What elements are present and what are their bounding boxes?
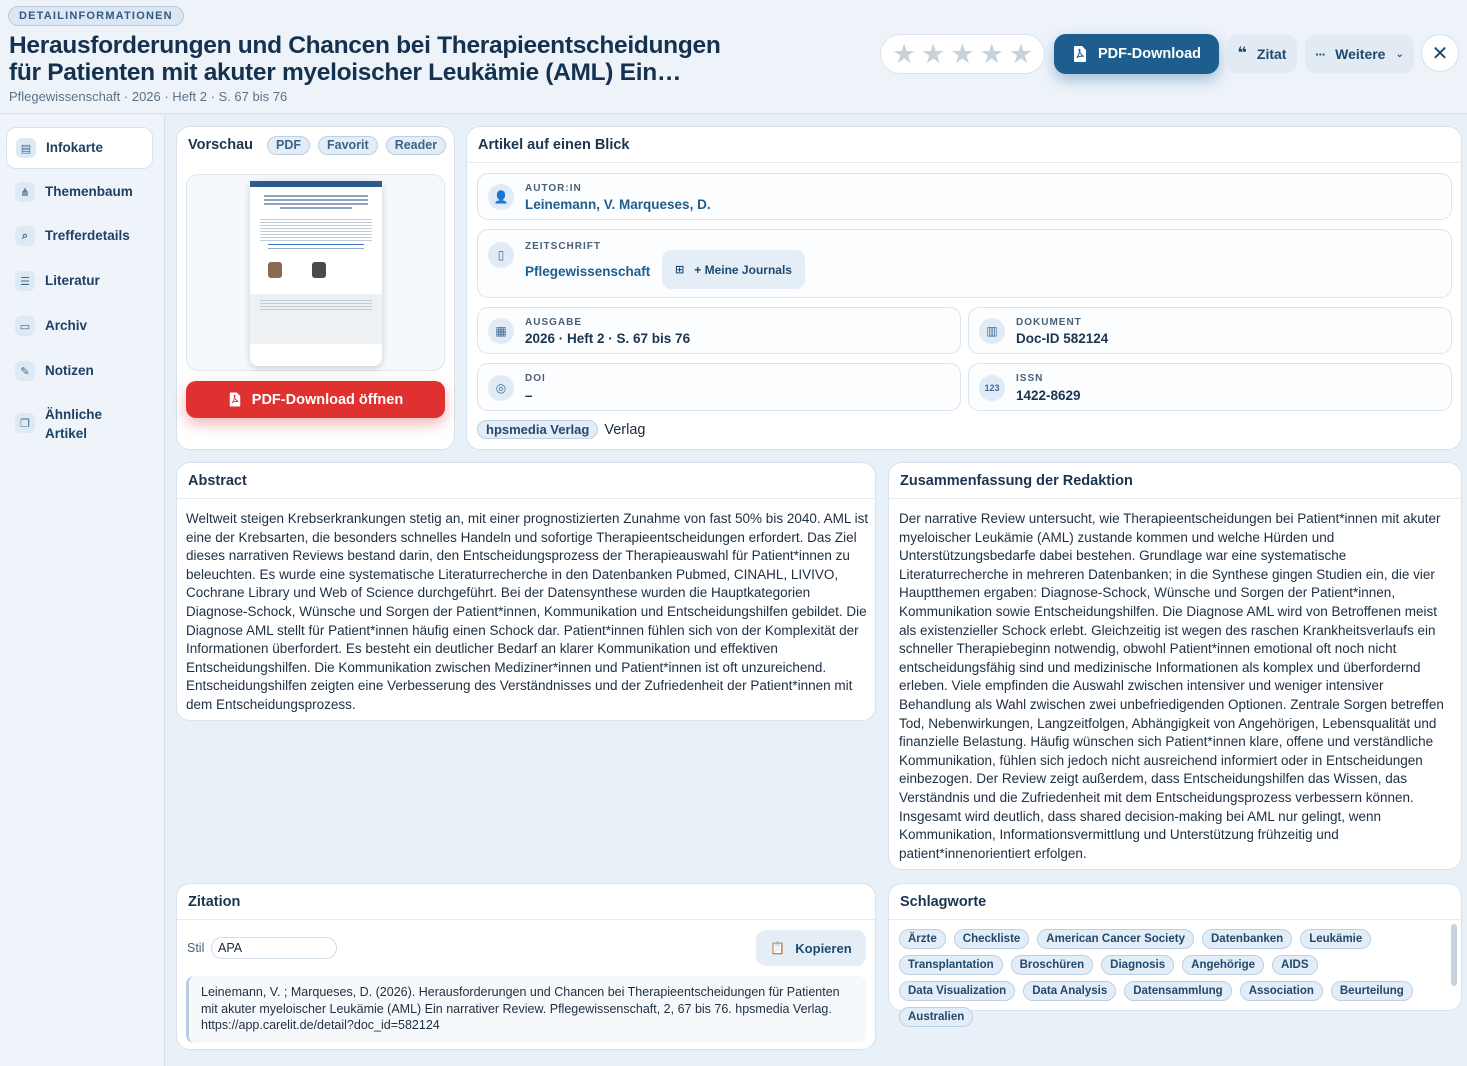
abstract-card [176, 462, 876, 721]
keyword-chip[interactable]: Broschüren [1011, 955, 1094, 975]
keywords-scrollbar[interactable] [1451, 924, 1457, 986]
keyword-chip[interactable]: Association [1240, 981, 1323, 1001]
keyword-chip[interactable]: Angehörige [1182, 955, 1264, 975]
sidebar-item-label-line-2: Artikel [45, 426, 88, 441]
pdf-preview-frame[interactable] [186, 174, 445, 371]
add-journal-label: + Meine Journals [694, 262, 792, 277]
keywords-card [888, 883, 1462, 1023]
page-title-line-2: für Patienten mit akuter myeloischer Leukämie (AML) Ein… [9, 59, 682, 86]
overview-card [466, 126, 1462, 450]
keyword-chip[interactable]: Data Visualization [899, 981, 1015, 1001]
open-pdf-button[interactable] [186, 381, 445, 418]
pdf-download-button[interactable] [1054, 34, 1219, 74]
quote-button[interactable] [1227, 35, 1297, 73]
overview-title: Artikel auf einen Blick [467, 127, 1461, 163]
journal-label: ZEITSCHRIFT [525, 241, 601, 252]
quote-icon: ❝ [1237, 45, 1247, 62]
archive-icon: ▭ [15, 316, 35, 336]
sidebar-item-label: Themenbaum [45, 184, 133, 199]
detail-header [0, 0, 1467, 114]
keyword-chip[interactable]: Beurteilung [1331, 981, 1413, 1001]
document-box [968, 307, 1452, 354]
sidebar-item-infokarte[interactable] [6, 127, 153, 169]
fingerprint-icon: ◎ [488, 375, 514, 401]
author-value[interactable]: Leinemann, V. Marqueses, D. [525, 197, 711, 212]
pdf-download-label: PDF-Download [1097, 46, 1202, 62]
keyword-chip[interactable]: Leukämie [1300, 929, 1371, 949]
keyword-chip[interactable]: AIDS [1272, 955, 1317, 975]
author-icon: 👤 [488, 184, 514, 210]
sidebar-item-label-line-1: Ähnliche [45, 407, 103, 422]
issn-value: 1422-8629 [1016, 388, 1081, 403]
chip-pdf[interactable]: PDF [267, 136, 310, 155]
journal-value[interactable]: Pflegewissenschaft [525, 264, 651, 279]
keyword-chip[interactable]: Ärzte [899, 929, 946, 949]
pdf-icon [228, 391, 242, 408]
sidebar [0, 115, 165, 1066]
number-icon: 123 [979, 375, 1005, 401]
journal-icon: ▯ [488, 242, 514, 268]
list-icon: ☰ [15, 271, 35, 291]
document-value: Doc-ID 582124 [1016, 331, 1109, 346]
close-icon: ✕ [1431, 42, 1449, 65]
pdf-thumbnail[interactable] [250, 181, 382, 366]
rating-stars[interactable] [880, 34, 1045, 74]
sidebar-item-label: Archiv [45, 318, 88, 333]
star-icon[interactable]: ★ [1008, 38, 1034, 69]
issue-label: AUSGABE [525, 317, 583, 328]
keyword-chip[interactable]: Diagnosis [1101, 955, 1174, 975]
page-title-line-1: Herausforderungen und Chancen bei Therapieentscheidungen [9, 32, 721, 59]
doi-box [477, 363, 961, 411]
sidebar-item-trefferdetails[interactable] [6, 216, 153, 256]
publisher-row [477, 420, 645, 439]
doi-label: DOI [525, 373, 546, 384]
keyword-chip[interactable]: Australien [899, 1007, 973, 1027]
citation-text[interactable]: Leinemann, V. ; Marqueses, D. (2026). Herausforderungen und Chancen bei Therapieentscheidungen für Patienten mit akuter myeloischer Leukämie (AML) Ein narrativer Review. Pflegewissenschaft, 2, 67 bis 76. hpsmedia Verlag. https://app.carelit.de/detail?doc_id=582124 [186, 976, 866, 1043]
sidebar-item-label: Trefferdetails [45, 228, 130, 243]
issn-box [968, 363, 1452, 411]
chevron-down-icon: ⌄ [1395, 48, 1404, 60]
summary-text: Der narrative Review untersucht, wie Therapieentscheidungen bei Patient*innen mit akuter myeloischer Leukämie (AML) zustande kommen und welche Hürden und Unterstützungsbedarfe dabei bestehen. Grundlage war eine systematische Literaturrecherche in mehreren Datenbanken; in die Synthese gingen Studien ein, die vier Hauptthemen ergaben: Diagnose-Schock, Wünsche und Sorgen der Patient*innen, Kommunikation sowie Entscheidungshilfen. Die Diagnose AML wird von Betroffenen meist als existenzieller Schock erlebt. Gleichzeitig ist wegen des raschen Krankheitsverlaufs ein schneller Therapiebeginn notwendig, obwohl Patient*innen emotional oft noch nicht entscheidungsfähig sind und medizinische Informationen als komplex und überfordernd erleben. Viele empfinden die Auswahl zwischen intensiver und weniger intensiver Behandlung als Wahl zwischen zwei unbefriedigenden Optionen. Zentrale Sorgen betreffen Tod, Nebenwirkungen, Langzeitfolgen, Abhängigkeit von Angehörigen, Lebensqualität und finanzielle Belastung. Häufig wünschen sich Patient*innen klare, offene und verständliche Kommunikation, fühlen sich jedoch nicht ausreichend informiert oder in Entscheidungen einbezogen. Der Review zeigt außerdem, dass Entscheidungshilfen das Wissen, das Verständnis und die Zufriedenheit mit dem Entscheidungsprozess verbessern können. Insgesamt wird deutlich, dass shared decision-making bei AML nur gelingt, wenn Kommunikation, Informationsvermittlung und Unterstützung frühzeitig und patient*innenorientiert erfolgen. [899, 511, 1444, 861]
clipboard-icon: 📋 [770, 941, 786, 955]
page-subtitle: Pflegewissenschaft · 2026 · Heft 2 · S. 67 bis 76 [9, 89, 288, 104]
sidebar-item-label [45, 405, 102, 443]
more-button[interactable] [1305, 35, 1414, 73]
copy-button[interactable] [756, 930, 866, 966]
star-icon[interactable]: ★ [979, 38, 1004, 69]
sidebar-item-literatur[interactable] [6, 261, 153, 301]
close-button[interactable] [1421, 34, 1459, 72]
bookmark-icon: ⊞ [675, 264, 685, 276]
sidebar-item-label: Notizen [45, 363, 94, 378]
page-title [9, 32, 809, 86]
more-icon: ··· [1315, 46, 1326, 62]
abstract-text: Weltweit steigen Krebserkrankungen stetig an, mit einer prognostizierten Zunahme von fast 50% bis 2040. AML ist eine der Krebsarten, die besonders schnelles Handeln und sofortige Therapieentscheidungen erfordert. Das Ziel dieses narrativen Reviews bestand darin, den Entscheidungsprozess der Therapieauswahl für Patient*innen zu beleuchten. Es wurde eine systematische Literaturrecherche in den Datenbanken Pubmed, CINAHL, LIVIVO, Cochrane Library und Web of Science durchgeführt. Bei der Datensynthese wurden die Hauptkategorien Diagnose-Schock, Wünsche und Sorgen der Patient*innen, Kommunikation und Entscheidungshilfen gebildet. Die Diagnose AML stellt für Patient*innen häufig einen Schock dar. Patient*innen fühlen sich von der Komplexität der Informationen überfordert. Es besteht ein deutlicher Bedarf an klarer Kommunikation und effektiven Entscheidungshilfen. Die Kommunikation zwischen Mediziner*innen und Patient*innen ist oft unzureichend. Entscheidungshilfen zeigten eine Verbesserung des Verständnisses und der Zufriedenheit der Patient*innen mit dem Entscheidungsprozess. [186, 511, 869, 712]
issue-value: 2026 · Heft 2 · S. 67 bis 76 [525, 331, 691, 346]
sidebar-item-archiv[interactable] [6, 306, 153, 346]
summary-card [888, 462, 1462, 870]
document-label: DOKUMENT [1016, 317, 1082, 328]
abstract-title: Abstract [177, 463, 875, 499]
notes-icon: ✎ [15, 361, 35, 381]
star-icon[interactable]: ★ [950, 38, 975, 69]
similar-icon: ❐ [15, 413, 35, 433]
tree-icon: ⋔ [15, 182, 35, 202]
barcode-icon: ▥ [979, 318, 1005, 344]
citation-title: Zitation [177, 884, 875, 920]
copy-label: Kopieren [795, 940, 852, 956]
keyword-chip[interactable]: Datensammlung [1124, 981, 1231, 1001]
calendar-icon: ▦ [488, 318, 514, 344]
journal-box [477, 229, 1452, 298]
pdf-icon [1072, 45, 1088, 63]
sidebar-item-label: Literatur [45, 273, 100, 288]
sidebar-item-notizen[interactable] [6, 351, 153, 391]
issn-label: ISSN [1016, 373, 1044, 384]
publisher-chip[interactable]: hpsmedia Verlag [477, 420, 598, 439]
publisher-suffix: Verlag [604, 421, 646, 438]
author-box [477, 173, 1452, 220]
chip-reader[interactable]: Reader [386, 136, 446, 155]
sidebar-item-label: Infokarte [46, 140, 104, 155]
star-icon[interactable]: ★ [891, 38, 917, 69]
keywords-title: Schlagworte [889, 884, 1461, 920]
document-list-icon: ▤ [16, 138, 36, 158]
star-icon[interactable]: ★ [921, 38, 946, 69]
doi-value: – [525, 388, 533, 403]
more-label: Weitere [1335, 46, 1386, 62]
citation-style-select[interactable]: APA [211, 937, 337, 959]
sidebar-item-themenbaum[interactable] [6, 172, 153, 212]
issue-box [477, 307, 961, 354]
keyword-list [899, 929, 1439, 1023]
keyword-chip[interactable]: Data Analysis [1023, 981, 1116, 1001]
style-label: Stil [187, 941, 205, 955]
summary-title: Zusammenfassung der Redaktion [889, 463, 1461, 499]
keyword-chip[interactable]: Transplantation [899, 955, 1003, 975]
preview-title: Vorschau [188, 137, 254, 153]
citation-card [176, 883, 876, 1050]
sidebar-item-aehnliche-artikel[interactable] [6, 395, 153, 453]
section-tag: DETAILINFORMATIONEN [8, 6, 184, 26]
chip-favorit[interactable]: Favorit [318, 136, 378, 155]
author-label: AUTOR:IN [525, 183, 582, 194]
add-journal-button[interactable] [662, 250, 805, 289]
keyword-chip[interactable]: Datenbanken [1202, 929, 1292, 949]
open-pdf-label: PDF-Download öffnen [251, 391, 404, 408]
keyword-chip[interactable]: American Cancer Society [1037, 929, 1194, 949]
quote-label: Zitat [1256, 46, 1287, 62]
search-icon: ⌕ [15, 226, 35, 246]
preview-card [176, 126, 455, 450]
keyword-chip[interactable]: Checkliste [954, 929, 1030, 949]
